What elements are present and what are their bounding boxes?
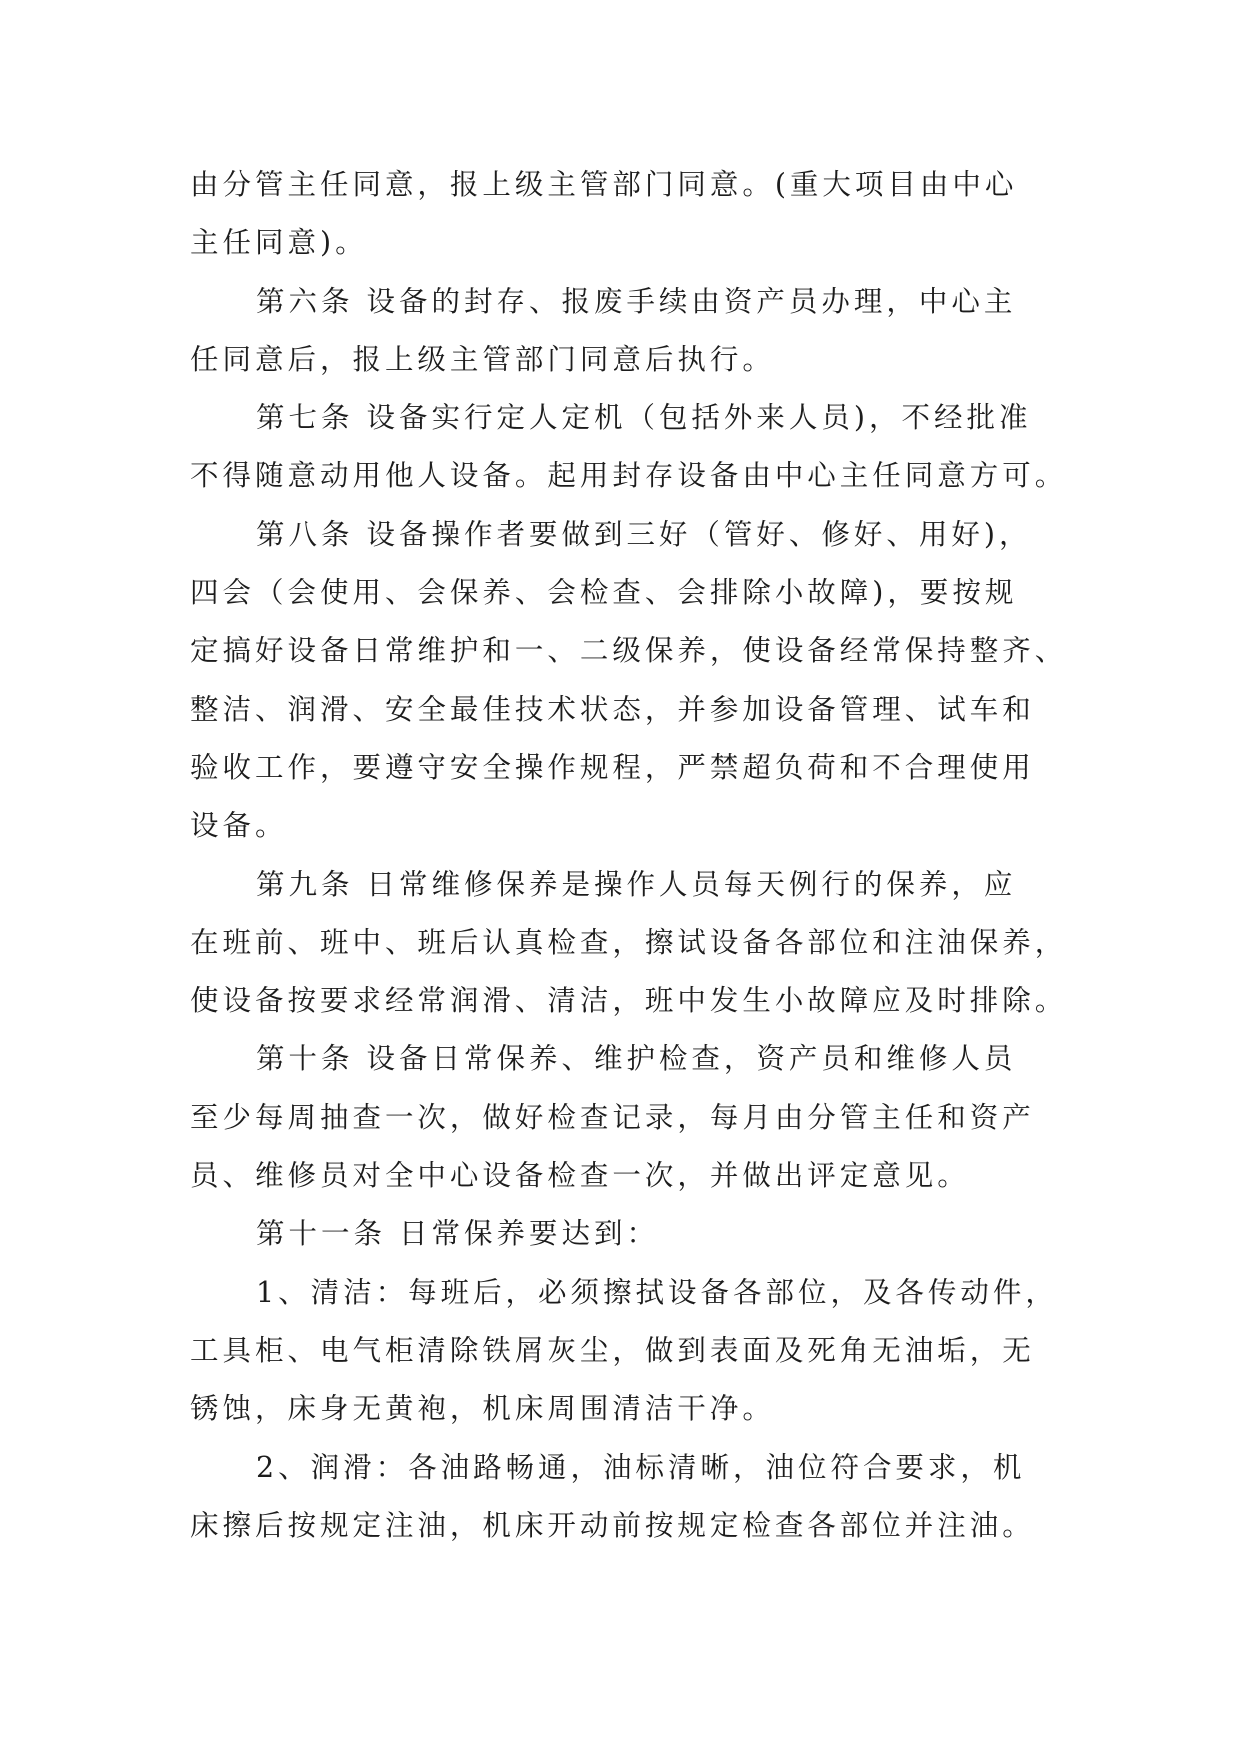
text-line: 员、维修员对全中心设备检查一次，并做出评定意见。 bbox=[190, 1159, 970, 1193]
text-line: 在班前、班中、班后认真检查，擦试设备各部位和注油保养， bbox=[190, 925, 1068, 959]
text-line: 主任同意)。 bbox=[190, 226, 368, 260]
text-line: 使设备按要求经常润滑、清洁，班中发生小故障应及时排除。 bbox=[190, 984, 1068, 1018]
text-line: 工具柜、电气柜清除铁屑灰尘，做到表面及死角无油垢，无 bbox=[190, 1333, 1035, 1367]
text-line: 任同意后，报上级主管部门同意后执行。 bbox=[190, 342, 775, 376]
text-line: 至少每周抽查一次，做好检查记录，每月由分管主任和资产 bbox=[190, 1100, 1035, 1134]
text-line: 1、清洁：每班后，必须擦拭设备各部位，及各传动件， bbox=[256, 1275, 1058, 1309]
text-line: 设备。 bbox=[190, 809, 288, 843]
text-line: 第七条 设备实行定人定机（包括外来人员)，不经批准 bbox=[256, 401, 1032, 435]
text-line: 第十条 设备日常保养、维护检查，资产员和维修人员 bbox=[256, 1042, 1017, 1076]
text-line: 第六条 设备的封存、报废手续由资产员办理，中心主 bbox=[256, 284, 1017, 318]
text-line: 2、润滑：各油路畅通，油标清晰，油位符合要求，机 bbox=[256, 1450, 1026, 1484]
text-line: 定搞好设备日常维护和一、二级保养，使设备经常保持整齐、 bbox=[190, 634, 1068, 668]
document-body bbox=[190, 156, 1068, 1555]
text-line: 锈蚀，床身无黄袍，机床周围清洁干净。 bbox=[190, 1392, 775, 1426]
text-line: 由分管主任同意，报上级主管部门同意。(重大项目由中心 bbox=[190, 168, 1018, 201]
text-line: 验收工作，要遵守安全操作规程，严禁超负荷和不合理使用 bbox=[190, 750, 1035, 784]
text-line: 床擦后按规定注油，机床开动前按规定检查各部位并注油。 bbox=[190, 1508, 1035, 1542]
text-line: 第九条 日常维修保养是操作人员每天例行的保养，应 bbox=[256, 867, 1017, 901]
text-line: 第八条 设备操作者要做到三好（管好、修好、用好)， bbox=[256, 517, 1032, 551]
text-line: 第十一条 日常保养要达到： bbox=[256, 1217, 659, 1251]
text-line: 四会（会使用、会保养、会检查、会排除小故障)，要按规 bbox=[190, 576, 1018, 610]
text-line: 整洁、润滑、安全最佳技术状态，并参加设备管理、试车和 bbox=[190, 692, 1035, 726]
text-line: 不得随意动用他人设备。起用封存设备由中心主任同意方可。 bbox=[190, 459, 1068, 493]
